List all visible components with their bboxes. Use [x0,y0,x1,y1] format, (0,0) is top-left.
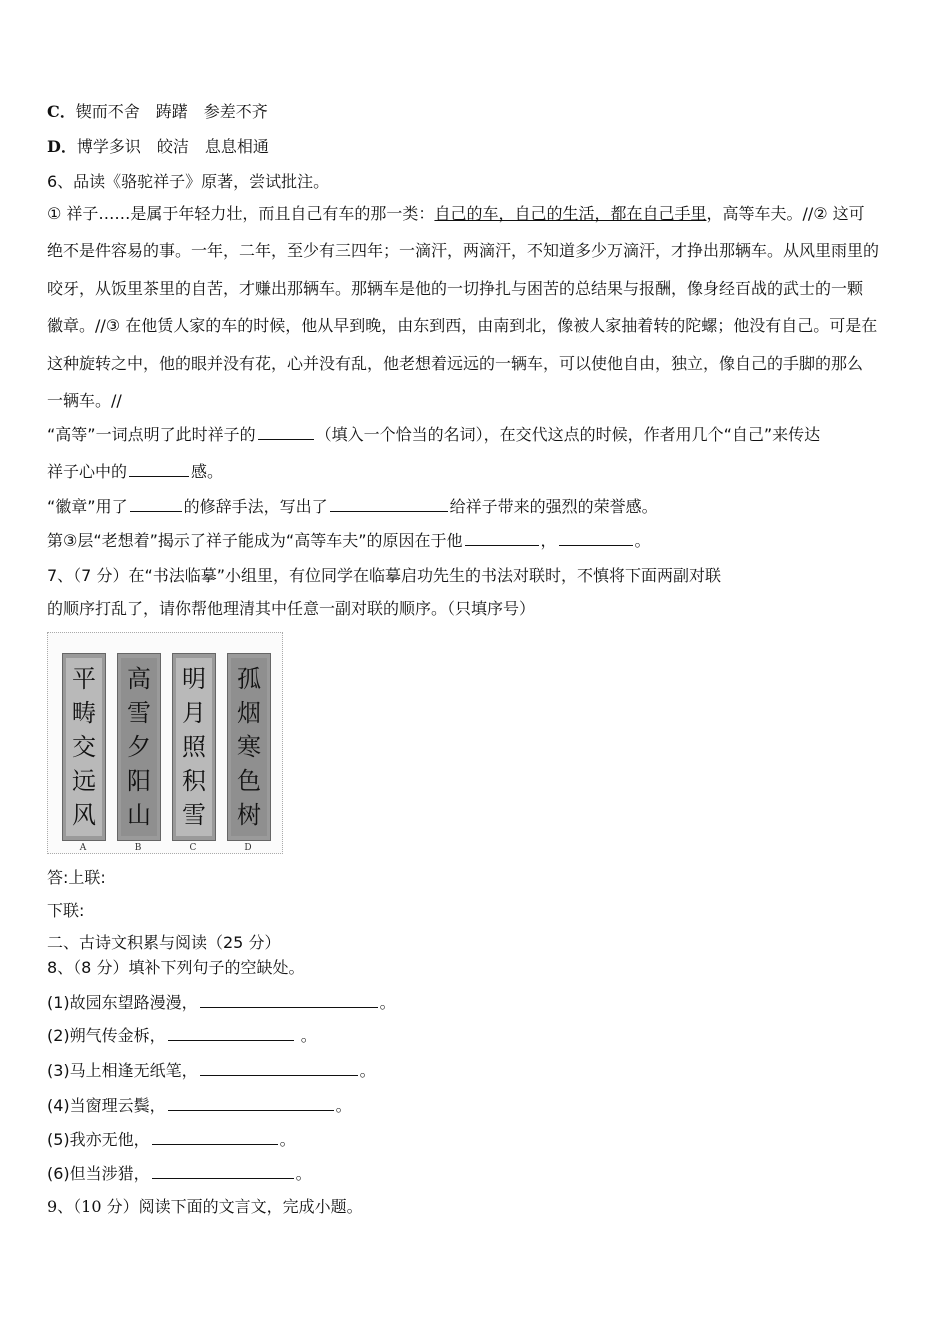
scroll-char: 高 [127,665,151,693]
scroll-b [117,653,161,841]
q8-blank-2[interactable] [168,1026,294,1041]
q6-passage-line-3: 咬牙，从饭里茶里的自苦，才赚出那辆车。那辆车是他的一切挣扎与困苦的总结果与报酬，像身经百战的武士的一颗 [47,279,864,298]
q8-blank-4[interactable] [168,1096,334,1111]
option-c-word-3: 参差不齐 [203,102,268,121]
q6-answer-3b: 的修辞手法，写出了 [183,497,328,516]
scroll-char: 远 [72,767,96,795]
q6-blank-feeling[interactable] [129,462,189,477]
option-d-word-2: 皎洁 [156,137,189,156]
q6-blank-noun[interactable] [258,425,314,440]
q8-item-6-text: (6)但当涉猎， [47,1164,150,1183]
q6-answer-3c: 给祥子带来的强烈的荣誉感。 [449,497,658,516]
scroll-char: 阳 [127,767,151,795]
scroll-char: 照 [182,733,206,761]
q9-title: 9、（10 分）阅读下面的文言文，完成小题。 [47,1197,363,1216]
q6-passage-line-4: 徽章。//③ 在他赁人家的车的时候，他从早到晚，由东到西，由南到北，像被人家抽着转的陀螺；他没有自己。可是在 [47,316,878,335]
q8-blank-6[interactable] [152,1164,294,1179]
q8-blank-1[interactable] [200,993,378,1008]
scroll-c-label: C [189,843,197,853]
scroll-a-label: A [79,843,87,853]
q6-answer-2b: 感。 [191,462,224,481]
q8-blank-3[interactable] [200,1061,358,1076]
q8-item-3-end: 。 [359,1061,376,1080]
q6-passage-line-5: 这种旋转之中，他的眼并没有花，心并没有乱，他老想着远远的一辆车，可以使他自由，独立，像自己的手脚的那么 [47,354,864,373]
q6-blank-reason-1[interactable] [465,531,539,546]
q8-item-5 [47,1130,296,1150]
option-c-label: C． [47,102,76,121]
q7-line-1: 7、（7 分）在“书法临摹”小组里，有位同学在临摹启功先生的书法对联时，不慎将下面两副对联 [47,566,722,585]
q8-item-3-text: (3)马上相逢无纸笔， [47,1061,198,1080]
q6-blank-reason-2[interactable] [559,531,633,546]
q7-line-2: 的顺序打乱了，请你帮他理清其中任意一副对联的顺序。（只填序号） [47,599,536,618]
q6-passage-1b: ，高等车夫。//② 这可 [706,204,865,223]
q6-blank-subject[interactable] [330,497,448,512]
scroll-char: 孤 [237,665,261,693]
q8-item-3 [47,1061,376,1081]
section-2-title: 二、古诗文积累与阅读（25 分） [47,933,281,952]
q6-answer-4a: 第③层“老想着”揭示了祥子能成为“高等车夫”的原因在于他 [47,531,463,550]
option-d-word-3: 息息相通 [204,137,269,156]
scroll-a [62,653,106,841]
q6-answer-2a: 祥子心中的 [47,462,128,481]
scroll-char: 色 [237,767,261,795]
scroll-char: 夕 [127,733,151,761]
scroll-d [227,653,271,841]
q8-title: 8、（8 分）填补下列句子的空缺处。 [47,958,305,977]
scroll-char: 明 [182,665,206,693]
scroll-char: 积 [182,767,206,795]
q6-answer-4b: ， [540,531,557,550]
q6-passage-line-1 [47,204,865,224]
scroll-char: 月 [182,699,206,727]
q6-answer-1b: （填入一个恰当的名词），在交代这点的时候，作者用几个“自己”来传达 [315,425,821,444]
scroll-char: 交 [72,733,96,761]
q7-answer-upper: 答:上联: [47,868,106,887]
q8-item-1-end: 。 [379,993,396,1012]
scroll-d-label: D [244,843,252,853]
q8-item-5-text: (5)我亦无他， [47,1130,150,1149]
q8-item-4-end: 。 [335,1096,352,1115]
scroll-char: 寒 [237,733,261,761]
q6-underlined-phrase: 自己的车，自己的生活，都在自己手里 [434,204,707,223]
scroll-char: 山 [127,801,151,829]
scroll-char: 平 [72,665,96,693]
q6-title: 6、品读《骆驼祥子》原著，尝试批注。 [47,172,330,191]
scroll-char: 烟 [237,699,261,727]
option-c-word-1: 锲而不舍 [75,102,140,121]
scroll-char: 畴 [72,699,96,727]
scroll-char: 雪 [182,801,206,829]
q8-item-4 [47,1096,352,1116]
q6-answer-line-4 [47,531,651,551]
q6-passage-1a: ① 祥子……是属于年轻力壮，而且自己有车的那一类： [47,204,435,223]
q6-answer-line-1 [47,425,820,445]
q8-item-6-end: 。 [295,1164,312,1183]
option-c [47,102,268,122]
q6-passage-line-2: 绝不是件容易的事。一年，二年，至少有三四年；一滴汗，两滴汗，不知道多少万滴汗，才挣出那辆车。从风里雨里的 [47,241,880,260]
q8-item-5-end: 。 [279,1130,296,1149]
q8-item-2 [47,1026,317,1046]
scroll-char: 雪 [127,699,151,727]
option-d-word-1: 博学多识 [76,137,141,156]
option-d-label: D． [47,137,77,156]
q6-answer-3a: “徽章”用了 [47,497,128,516]
scroll-char: 树 [237,801,261,829]
q6-answer-1a: “高等”一词点明了此时祥子的 [47,425,256,444]
q8-item-2-end: 。 [295,1026,317,1045]
q8-item-6 [47,1164,312,1184]
q6-blank-rhetoric[interactable] [130,497,182,512]
q8-blank-5[interactable] [152,1130,278,1145]
scroll-b-label: B [134,843,142,853]
q8-item-1-text: (1)故园东望路漫漫， [47,993,198,1012]
q6-answer-line-2 [47,462,223,482]
scroll-c [172,653,216,841]
q6-answer-line-3 [47,497,658,517]
option-d [47,137,269,157]
q6-passage-line-6: 一辆车。// [47,391,122,410]
q6-answer-4c: 。 [634,531,651,550]
scroll-char: 风 [72,801,96,829]
calligraphy-image [47,632,283,854]
q8-item-2-text: (2)朔气传金柝， [47,1026,166,1045]
q8-item-4-text: (4)当窗理云鬓， [47,1096,166,1115]
option-c-word-2: 踌躇 [155,102,188,121]
q8-item-1 [47,993,396,1013]
q7-answer-lower: 下联: [47,901,85,920]
